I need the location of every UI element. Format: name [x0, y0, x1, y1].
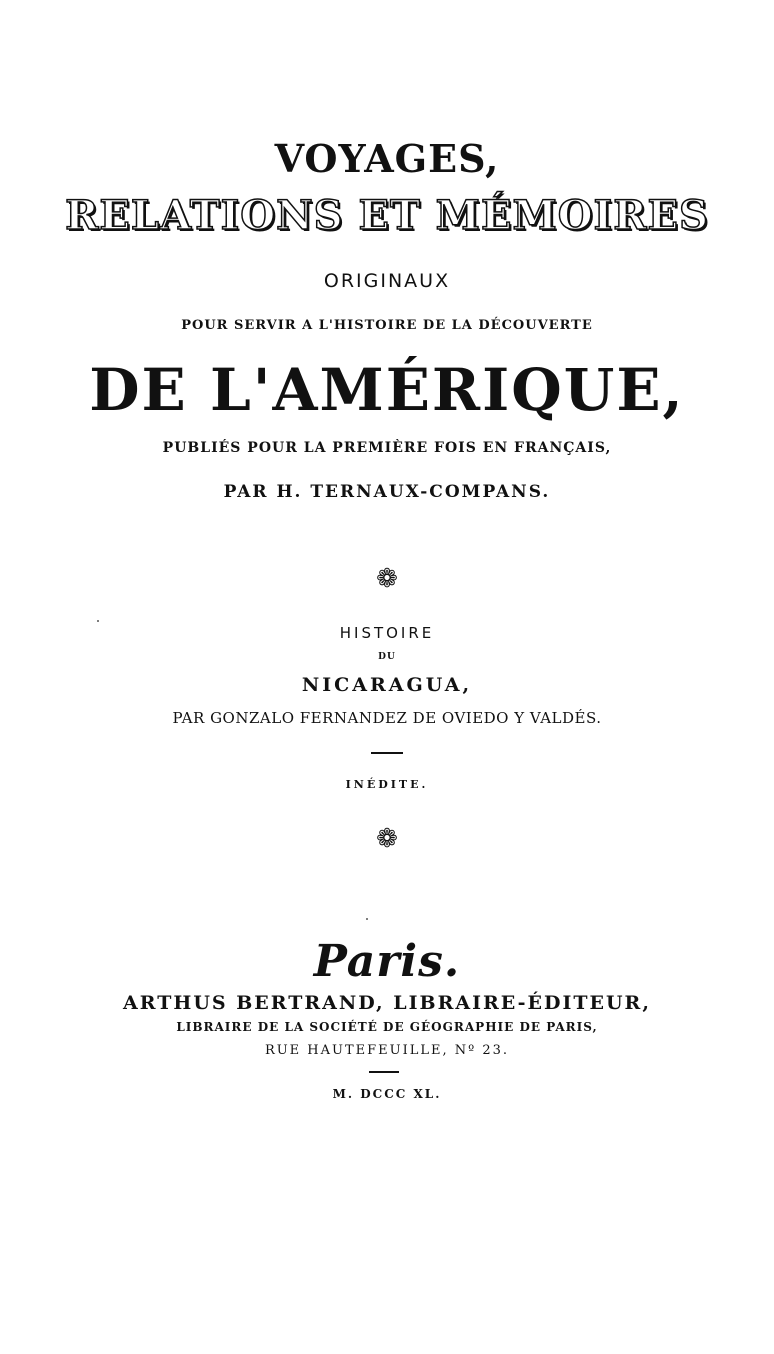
paper-speck [97, 620, 99, 622]
work-nicaragua: NICARAGUA, [301, 674, 473, 696]
work-du: DU [378, 652, 396, 662]
paper-speck [366, 918, 368, 920]
imprint-city: Paris. [313, 936, 461, 987]
subtitle-publies: PUBLIÉS POUR LA PREMIÈRE FOIS EN FRANÇAIS, [162, 440, 612, 456]
title-voyages: VOYAGES, [274, 136, 500, 181]
work-author: PAR GONZALO FERNANDEZ DE OVIEDO Y VALDÉS. [172, 709, 602, 727]
title-amerique: DE L'AMÉRIQUE, [89, 356, 685, 424]
editor-ternaux: PAR H. TERNAUX-COMPANS. [223, 482, 551, 502]
ornament-icon: ❁ [376, 564, 398, 594]
imprint-publisher: ARTHUS BERTRAND, LIBRAIRE-ÉDITEUR, [123, 992, 651, 1014]
subtitle-originaux: ORIGINAUX [323, 270, 451, 292]
imprint-address: RUE HAUTEFEUILLE, Nº 23. [264, 1043, 510, 1058]
work-histoire: HISTOIRE [339, 624, 435, 642]
work-inedite: INÉDITE. [345, 778, 429, 791]
imprint-year: M. DCCC XL. [332, 1087, 442, 1101]
divider-rule-lower [369, 1071, 399, 1073]
title-relations-memoires: RELATIONS ET MÉMOIRES [65, 192, 709, 239]
subtitle-pour-servir: POUR SERVIR A L'HISTOIRE DE LA DÉCOUVERTE [181, 318, 593, 333]
imprint-society: LIBRAIRE DE LA SOCIÉTÉ DE GÉOGRAPHIE DE PARIS, [176, 1020, 598, 1034]
ornament-icon-lower: ❁ [376, 824, 398, 854]
divider-rule [371, 752, 403, 754]
